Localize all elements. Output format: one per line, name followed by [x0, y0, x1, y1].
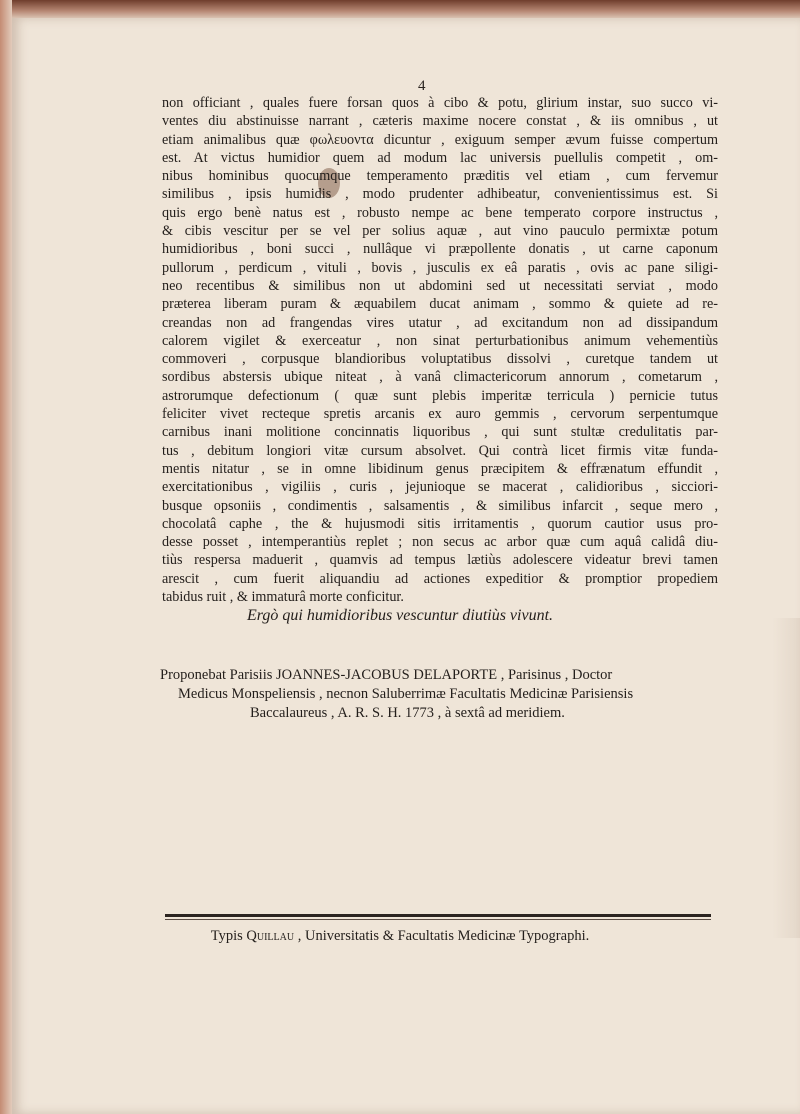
body-line: humidioribus , boni succi , nullâque vi præpollente donatis , ut carne caponum — [162, 241, 718, 258]
imprint — [160, 666, 720, 723]
imprint-prefix: Proponebat Parisiis — [160, 667, 276, 683]
body-line: quis ergo benè natus est , robusto nempe ac bene temperato corpore instructus , — [162, 204, 718, 221]
body-line: pullorum , perdicum , vituli , bovis , jusculis ex eâ paratis , ovis ac pane siligi- — [162, 259, 718, 276]
book-top-edge — [0, 0, 800, 18]
body-line: nibus hominibus quocumque temperamento præditis vel etiam , cum fervemur — [162, 168, 718, 185]
imprint-line-1 — [160, 666, 720, 685]
book-gutter — [0, 0, 12, 1114]
body-line: est. At victus humidior quem ad modum lac universis puellulis competit , om- — [162, 149, 718, 166]
body-line: mentis nitatur , se in omne libidinum genus præcipitem & effrænatum effundit , — [162, 460, 718, 477]
body-text — [162, 94, 718, 606]
body-line: chocolatâ caphe , the & hujusmodi sitis irritamentis , quorum cautior usus pro- — [162, 515, 718, 532]
body-line: busque opsoniis , condimentis , salsamentis , & similibus infarcit , seque mero , — [162, 497, 718, 514]
body-line: desse posset , intemperantiùs replet ; non secus ac arbor quæ cum aquâ calidâ diu- — [162, 534, 718, 551]
body-line: arescit , cum fuerit aliquandiu ad actiones expeditior & promptior propediem — [162, 570, 718, 587]
body-line: tus , debitum longiori vitæ cursum absolvet. Qui contrà licet firmis vitæ funda- — [162, 442, 718, 459]
printer-line — [0, 928, 800, 945]
body-line: tiùs respersa maduerit , quamvis ad tempus lætiùs adolescere videatur brevi tamen — [162, 552, 718, 569]
body-line: præterea liberam puram & æquabilem ducat animam , sommo & quiete ad re- — [162, 296, 718, 313]
page-shading — [772, 618, 800, 938]
imprint-line-3: Baccalaureus , A. R. S. H. 1773 , à sextâ ad meridiem. — [250, 705, 565, 721]
printer-prefix: Typis — [210, 928, 247, 944]
body-line: exercitationibus , vigiliis , curis , jejunioque se macerat , calidioribus , sicciori- — [162, 479, 718, 496]
body-line: etiam animalibus quæ φωλευοντα dicuntur , exiguum semper ævum fuisse compertum — [162, 131, 718, 148]
body-line: tabidus ruit , & immaturâ morte conficitur. — [162, 589, 404, 606]
body-line: similibus , ipsis humidis , modo prudenter adhibeatur, convenientissimus est. Si — [162, 186, 718, 203]
body-line: ventes diu abstinuisse narrant , cæteris maxime nocere constat , & iis omnibus , ut — [162, 113, 718, 130]
imprint-line-2: Medicus Monspeliensis , necnon Saluberrimæ Facultatis Medicinæ Parisiensis — [178, 686, 634, 702]
divider-rule-thin — [165, 919, 711, 920]
conclusion-thesis: Ergò qui humidioribus vescuntur diutiùs vivunt. — [246, 607, 554, 624]
body-line: sordibus abstersis ubique niteat , à vanâ climactericorum annorum , cometarum , — [162, 369, 718, 386]
divider-rule — [165, 914, 711, 917]
printer-suffix: , Universitatis & Facultatis Medicinæ Typographi. — [294, 928, 590, 944]
body-line: non officiant , quales fuere forsan quos à cibo & potu, glirium instar, suo succo vi- — [162, 95, 718, 111]
imprint-suffix: , Parisinus , Doctor — [497, 667, 613, 683]
body-line: astrorumque defectionum ( quæ sunt plebis imperitæ terricula ) pernicie tutus — [162, 387, 718, 404]
body-line: feliciter vivet recteque spretis arcanis ex auro gemmis , cervorum serpentumque — [162, 406, 718, 423]
body-line: calorem vigilet & exerceatur , non sinat perturbationibus animum vehementiùs — [162, 332, 718, 349]
body-line: & cibis vescitur per se vel per solius aquæ , aut vino pauculo permixtæ potum — [162, 223, 718, 240]
body-line: creandas non ad frangendas vires utatur , ad excitandum non ad dissipandum — [162, 314, 718, 331]
body-line: commoveri , corpusque blandioribus voluptatibus dissolvi , curetque tandem ut — [162, 351, 718, 368]
body-line: carnibus inani molitione concinnatis liquoribus , qui sunt stultæ credulitatis par- — [162, 424, 718, 441]
printer-name: Quillau — [246, 928, 295, 944]
page-number: 4 — [418, 78, 426, 94]
body-line: neo recentibus & similibus non ut abdomini sed ut necessitati serviat , modo — [162, 277, 718, 294]
author-name: JOANNES-JACOBUS DELAPORTE — [276, 667, 498, 683]
